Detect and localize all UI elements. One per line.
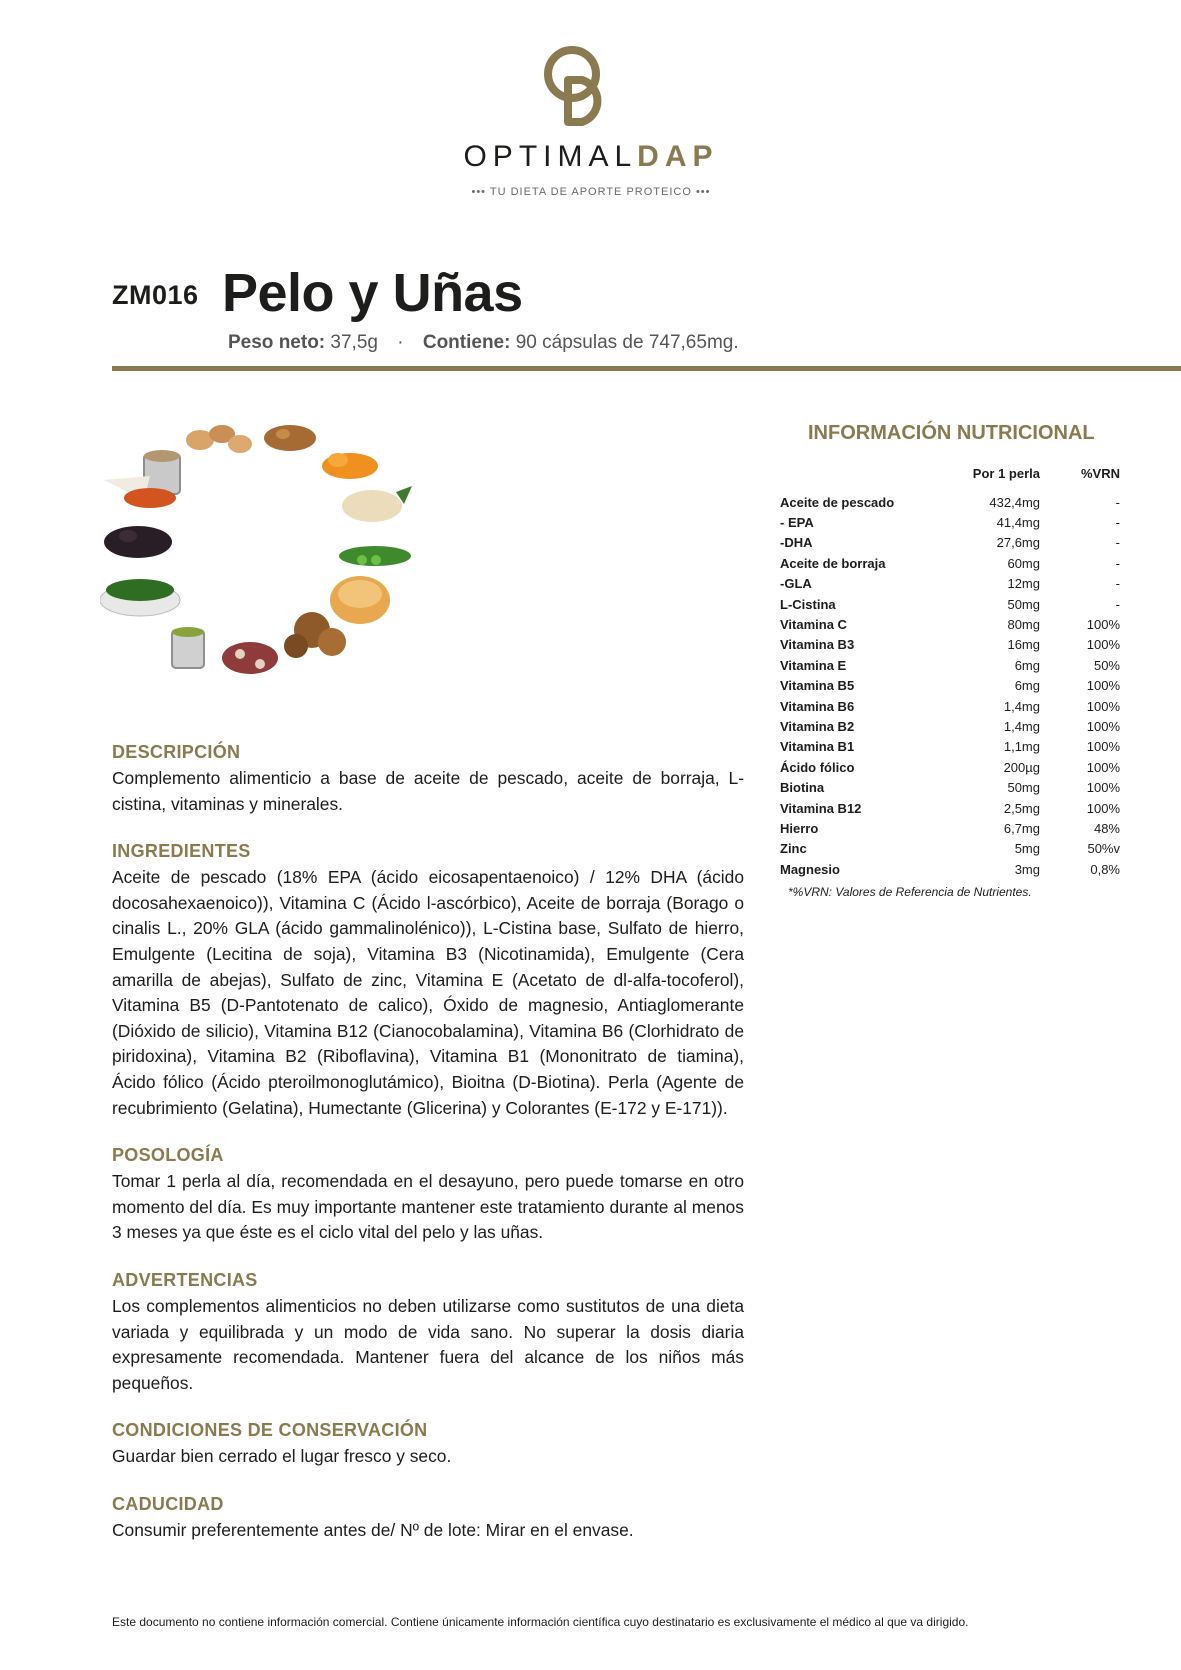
table-row bbox=[780, 798, 1120, 818]
contains-value: 90 cápsulas de 747,65mg. bbox=[515, 332, 739, 353]
nutrient-value: 3mg bbox=[1014, 861, 1040, 877]
green-peas-icon bbox=[339, 546, 411, 566]
hummus-bowl-icon bbox=[330, 576, 390, 624]
table-row bbox=[780, 614, 1120, 634]
table-row bbox=[780, 594, 1120, 614]
contains-label: Contiene: bbox=[422, 332, 511, 353]
nutrient-name: -DHA bbox=[780, 535, 813, 551]
nutrient-value: 6mg bbox=[1014, 678, 1040, 694]
nutrient-vrn: 100% bbox=[1086, 678, 1120, 694]
section-body: Aceite de pescado (18% EPA (ácido eicosapentaenoico) / 12% DHA (ácido docosahexaenoico)), Vitamina C (Ácido l-ascórbico), Aceite de borraja (Borago o cinalis L., 20% GLA (ácido gammalinolénico)), L-Cistina base, Sulfato de hierro, Emulgente (Lecitina de soja), Vitamina B3 (Nicotinamida), Emulgente (Cera amarilla de abejas), Sulfato de zinc, Vitamina E (Acetato de dl-alfa-tocoferol), Vitamina B5 (D-Pantotenato de calico), Óxido de magnesio, Antiaglomerante (Dióxido de silicio), Vitamina B12 (Cianocobalamina), Vitamina B6 (Clorhidrato de piridoxina), Vitamina B2 (Riboflavina), Vitamina B1 (Mononitrato de tiamina), Ácido fólico (Ácido pteroilmonoglutámico), Bioitna (D-Biotina). Perla (Agente de recubrimiento (Gelatina), Humectante (Glicerina) y Colorantes (E-172 y E-171)). bbox=[112, 867, 744, 1118]
nutrient-vrn: - bbox=[1115, 576, 1120, 592]
table-row bbox=[780, 492, 1120, 512]
net-weight-label: Peso neto: bbox=[228, 332, 326, 353]
nutrient-value: 432,4mg bbox=[989, 494, 1040, 510]
nutrient-name: Vitamina E bbox=[780, 657, 847, 673]
brand-name-part2: DAP bbox=[637, 140, 719, 173]
nutrient-value: 6,7mg bbox=[1003, 820, 1040, 836]
brand-logo-icon bbox=[540, 40, 620, 130]
nutrient-name: Aceite de borraja bbox=[780, 555, 886, 571]
nutrient-vrn: - bbox=[1115, 494, 1120, 510]
nutrition-title: INFORMACIÓN NUTRICIONAL bbox=[808, 422, 1095, 444]
seaweed-bowl-icon bbox=[100, 579, 180, 616]
table-row bbox=[780, 553, 1120, 573]
nutrient-name: Vitamina B12 bbox=[780, 800, 862, 816]
potatoes-icon bbox=[186, 425, 252, 453]
nutrient-name: -GLA bbox=[780, 576, 812, 592]
brand-name-part1: OPTIMAL bbox=[463, 140, 638, 173]
table-row bbox=[780, 635, 1120, 655]
nutrient-vrn: 48% bbox=[1093, 820, 1120, 836]
nutrient-vrn: - bbox=[1115, 596, 1120, 612]
nutrient-value: 12mg bbox=[1007, 576, 1040, 592]
nutrient-vrn: 100% bbox=[1086, 698, 1120, 714]
nutrition-note: *%VRN: Valores de Referencia de Nutrientes. bbox=[788, 885, 1032, 899]
nutrient-name: Zinc bbox=[780, 841, 807, 857]
nutrient-vrn: 100% bbox=[1086, 739, 1120, 755]
nutrition-rows bbox=[780, 492, 1120, 879]
header-divider bbox=[112, 366, 1181, 371]
food-ingredients-illustration bbox=[100, 420, 460, 710]
section-expiry bbox=[112, 1494, 744, 1544]
table-row bbox=[780, 777, 1120, 797]
table-row bbox=[780, 574, 1120, 594]
nutrient-value: 1,1mg bbox=[1003, 739, 1040, 755]
nutrient-name: Vitamina B3 bbox=[780, 637, 855, 653]
section-heading: POSOLOGÍA bbox=[112, 1145, 224, 1166]
nutrient-vrn: - bbox=[1115, 515, 1120, 531]
nutrient-name: Vitamina C bbox=[780, 617, 847, 633]
meta-separator: · bbox=[397, 332, 404, 353]
cashews-icon bbox=[342, 486, 412, 522]
product-meta bbox=[228, 332, 739, 354]
nutrient-vrn: - bbox=[1115, 555, 1120, 571]
nutrient-vrn: 100% bbox=[1086, 759, 1120, 775]
table-row bbox=[780, 676, 1120, 696]
section-heading: CADUCIDAD bbox=[112, 1493, 224, 1514]
nutrient-value: 1,4mg bbox=[1003, 698, 1040, 714]
dried-apricots-icon bbox=[322, 453, 378, 479]
table-row bbox=[780, 512, 1120, 532]
nutrient-vrn: 50% bbox=[1093, 657, 1120, 673]
nutrient-name: - EPA bbox=[780, 515, 814, 531]
table-row bbox=[780, 818, 1120, 838]
table-row bbox=[780, 716, 1120, 736]
nutrient-vrn: 100% bbox=[1086, 637, 1120, 653]
table-row bbox=[780, 859, 1120, 879]
nutrition-col-name bbox=[780, 466, 940, 492]
nutrition-col-vrn: %VRN bbox=[1080, 466, 1120, 481]
nutrient-name: Vitamina B2 bbox=[780, 718, 855, 734]
nutrient-name: Magnesio bbox=[780, 861, 840, 877]
nutrient-name: Ácido fólico bbox=[780, 759, 855, 775]
section-body: Consumir preferentemente antes de/ Nº de lote: Mirar en el envase. bbox=[112, 1519, 634, 1540]
nutrient-vrn: 100% bbox=[1086, 617, 1120, 633]
prunes-icon bbox=[104, 526, 172, 558]
footer-disclaimer: Este documento no contiene información comercial. Contiene únicamente información científica cuyo destinatario es exclusivamente el médico al que va dirigido. bbox=[112, 1615, 969, 1629]
nutrient-value: 6mg bbox=[1014, 657, 1040, 673]
section-body: Tomar 1 perla al día, recomendada en el desayuno, pero puede tomarse en otro momento del día. Es muy importante mantener este tratamiento durante al menos 3 meses ya que éste es el ciclo vital del pelo y las uñas. bbox=[112, 1171, 744, 1243]
nutrient-value: 50mg bbox=[1007, 780, 1040, 796]
brand-name bbox=[430, 140, 752, 174]
section-heading: ADVERTENCIAS bbox=[112, 1269, 258, 1290]
table-row bbox=[780, 839, 1120, 859]
nutrient-name: Vitamina B5 bbox=[780, 678, 855, 694]
walnuts-icon bbox=[284, 612, 346, 658]
table-row bbox=[780, 655, 1120, 675]
table-row bbox=[780, 696, 1120, 716]
nutrition-col-per: Por 1 perla bbox=[972, 466, 1040, 481]
table-row bbox=[780, 533, 1120, 553]
product-details bbox=[112, 742, 744, 1567]
product-code: ZM016 bbox=[112, 280, 199, 310]
nutrient-value: 1,4mg bbox=[1003, 718, 1040, 734]
canned-food-icon bbox=[144, 450, 180, 494]
nutrient-value: 80mg bbox=[1007, 617, 1040, 633]
nutrient-value: 5mg bbox=[1014, 841, 1040, 857]
nutrient-name: L-Cistina bbox=[780, 596, 836, 612]
section-body: Complemento alimenticio a base de aceite de pescado, aceite de borraja, L-cistina, vitaminas y minerales. bbox=[112, 768, 744, 814]
section-warnings bbox=[112, 1270, 744, 1396]
section-description bbox=[112, 742, 744, 817]
table-row bbox=[780, 757, 1120, 777]
nutrient-value: 200µg bbox=[1003, 759, 1040, 775]
section-heading: INGREDIENTES bbox=[112, 841, 251, 862]
nutrient-name: Vitamina B1 bbox=[780, 739, 855, 755]
section-heading: DESCRIPCIÓN bbox=[112, 742, 241, 762]
section-body: Guardar bien cerrado el lugar fresco y seco. bbox=[112, 1446, 452, 1467]
nutrient-name: Hierro bbox=[780, 820, 819, 836]
nutrient-vrn: - bbox=[1115, 535, 1120, 551]
nutrient-name: Biotina bbox=[780, 780, 825, 796]
nutrient-vrn: 0,8% bbox=[1090, 861, 1120, 877]
mixed-beans-icon bbox=[222, 642, 278, 674]
nutrient-vrn: 50%v bbox=[1087, 841, 1120, 857]
nutrition-table bbox=[780, 466, 1120, 879]
net-weight-value: 37,5g bbox=[330, 332, 378, 353]
page-title: Pelo y Uñas bbox=[222, 263, 523, 323]
brand-tagline: ••• TU DIETA DE APORTE PROTEICO ••• bbox=[471, 186, 711, 198]
section-body: Los complementos alimenticios no deben utilizarse como sustitutos de una dieta variada y equilibrada y un modo de vida sano. No superar la dosis diaria expresamente recomendada. Mantener fuera del alcance de los niños más pequeños. bbox=[112, 1295, 744, 1393]
section-dosage bbox=[112, 1145, 744, 1246]
section-storage bbox=[112, 1420, 744, 1470]
nutrient-value: 27,6mg bbox=[996, 535, 1040, 551]
section-heading: CONDICIONES DE CONSERVACIÓN bbox=[112, 1420, 428, 1441]
nutrient-value: 2,5mg bbox=[1003, 800, 1040, 816]
nutrient-vrn: 100% bbox=[1086, 780, 1120, 796]
nutrient-name: Vitamina B6 bbox=[780, 698, 855, 714]
nutrient-vrn: 100% bbox=[1086, 800, 1120, 816]
nutrition-header-row bbox=[780, 466, 1120, 492]
granola-icon bbox=[264, 425, 316, 451]
nutrient-value: 60mg bbox=[1007, 555, 1040, 571]
nutrient-value: 41,4mg bbox=[996, 515, 1040, 531]
nutrient-vrn: 100% bbox=[1086, 718, 1120, 734]
canned-peas-icon bbox=[172, 627, 204, 668]
nutrient-name: Aceite de pescado bbox=[780, 494, 895, 510]
nutrient-value: 50mg bbox=[1007, 596, 1040, 612]
nutrient-value: 16mg bbox=[1007, 637, 1040, 653]
table-row bbox=[780, 737, 1120, 757]
section-ingredients bbox=[112, 841, 744, 1121]
